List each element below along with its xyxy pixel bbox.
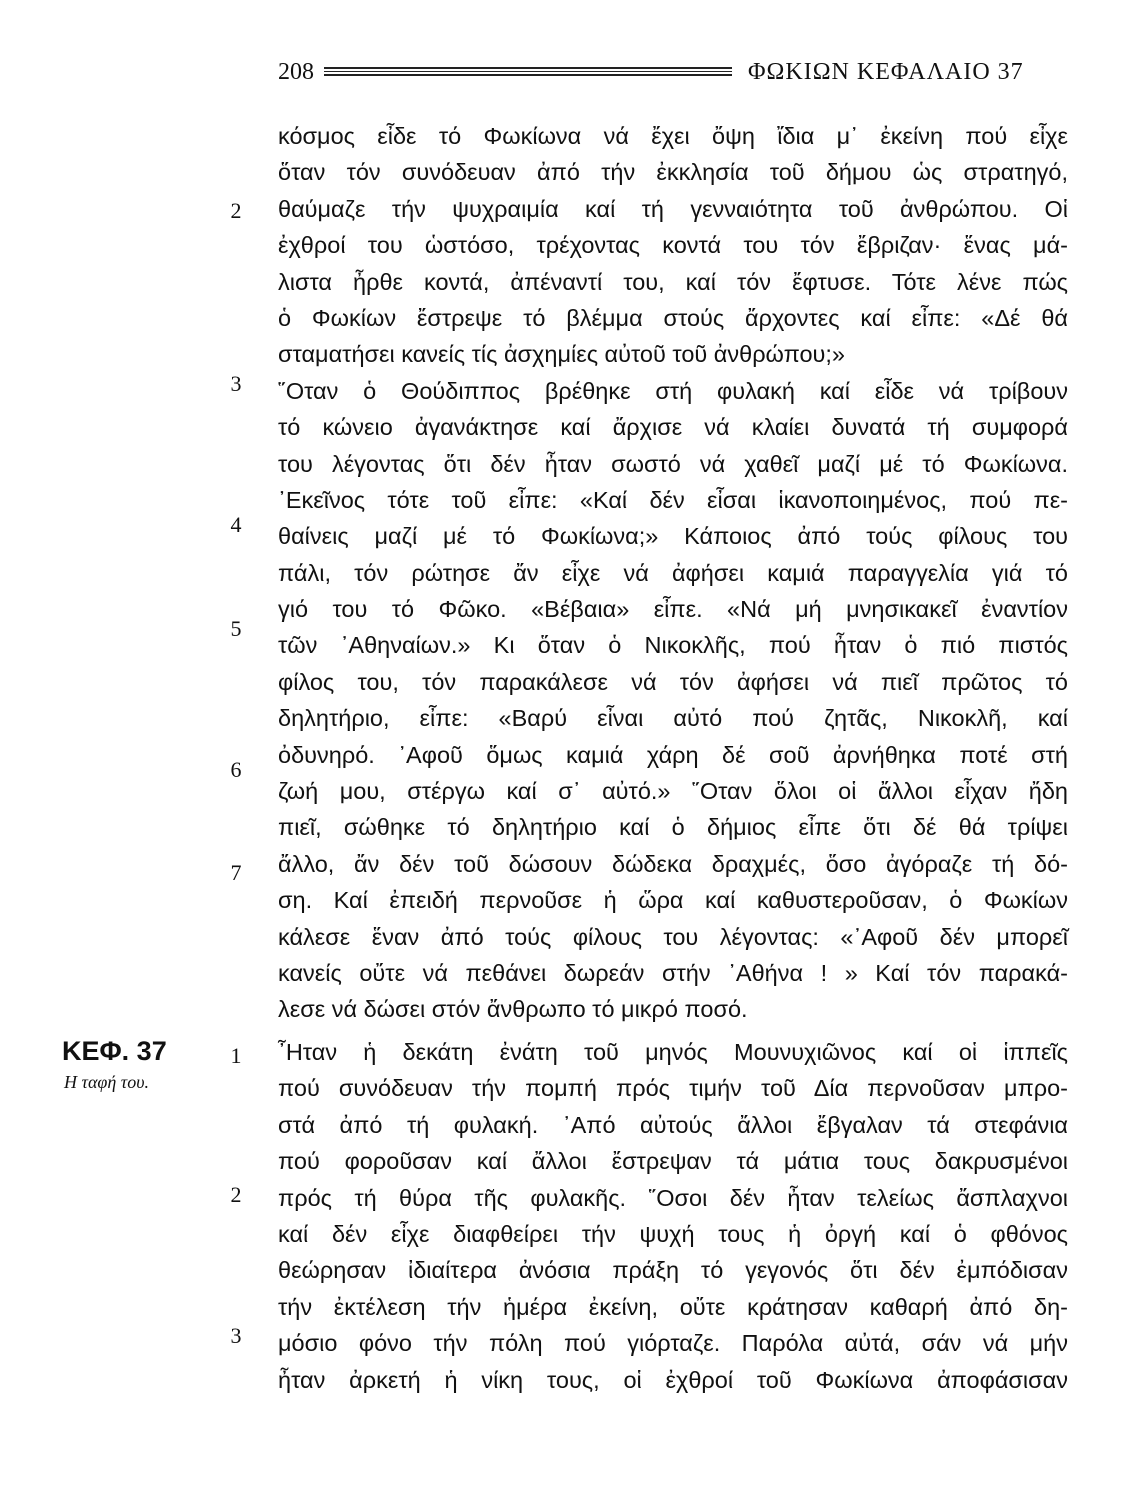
text-line: μόσιο φόνο τήν πόλη πού γιόρταζε. Παρόλα αὐτά, σάν νά μήν bbox=[278, 1330, 1068, 1357]
text-line: πού συνόδευαν τήν πομπή πρός τιμήν τοῦ Δία περνοῦσαν μπρο- bbox=[278, 1075, 1068, 1102]
paragraph-number: 2 bbox=[230, 198, 242, 223]
text-line: ζωή μου, στέργω καί σ᾽ αὐτό.» ῞Οταν ὅλοι οἱ ἄλλοι εἶχαν ἤδη bbox=[278, 778, 1068, 805]
text-line: τῶν ᾽Αθηναίων.» Κι ὅταν ὁ Νικοκλῆς, πού ἦταν ὁ πιό πιστός bbox=[278, 632, 1068, 659]
paragraph-number: 2 bbox=[230, 1182, 242, 1207]
text-line: στά ἀπό τή φυλακή. ᾽Από αὐτούς ἄλλοι ἔβγαλαν τά στεφάνια bbox=[278, 1111, 1068, 1138]
text-line: ὀδυνηρό. ᾽Αφοῦ ὅμως καμιά χάρη δέ σοῦ ἀρνήθηκα ποτέ στή bbox=[278, 741, 1068, 768]
text-line: δηλητήριο, εἶπε: «Βαρύ εἶναι αὐτό πού ζητᾶς, Νικοκλῆ, καί bbox=[278, 705, 1068, 732]
text-line: γιό του τό Φῶκο. «Βέβαια» εἶπε. «Νά μή μνησικακεῖ ἐναντίον bbox=[278, 596, 1068, 623]
page-number: 208 bbox=[278, 59, 314, 85]
text-line: ἐχθροί του ὡστόσο, τρέχοντας κοντά του τόν ἔβριζαν· ἕνας μά- bbox=[278, 232, 1068, 259]
text-line: ῏Ηταν ἡ δεκάτη ἐνάτη τοῦ μηνός Μουνυχιῶνος καί οἱ ἱππεῖς bbox=[278, 1039, 1068, 1065]
running-header bbox=[278, 55, 1078, 95]
paragraph-number: 5 bbox=[230, 616, 242, 641]
section-b-text bbox=[278, 1034, 1068, 1398]
text-line: φίλος του, τόν παρακάλεσε νά τόν ἀφήσει νά πιεῖ πρῶτος τό bbox=[278, 668, 1068, 695]
text-line: κανείς οὔτε νά πεθάνει δωρεάν στήν ᾽Αθήνα ! » Καί τόν παρακά- bbox=[278, 959, 1068, 986]
text-line: ση. Καί ἐπειδή περνοῦσε ἡ ὥρα καί καθυστεροῦσαν, ὁ Φωκίων bbox=[278, 887, 1068, 914]
text-line: κόσμος εἶδε τό Φωκίωνα νά ἔχει ὄψη ἴδια μ᾽ ἐκείνη πού εἶχε bbox=[278, 123, 1068, 149]
text-line: πρός τή θύρα τῆς φυλακῆς. ῞Οσοι δέν ἦταν τελείως ἄσπλαχνοι bbox=[278, 1184, 1068, 1211]
text-line: ῞Οταν ὁ Θούδιππος βρέθηκε στή φυλακή καί εἶδε νά τρίβουν bbox=[278, 377, 1068, 404]
text-line: λιστα ἦρθε κοντά, ἀπέναντί του, καί τόν ἔφτυσε. Τότε λένε πώς bbox=[278, 268, 1068, 295]
text-line: ἄλλο, ἄν δέν τοῦ δώσουν δώδεκα δραχμές, ὅσο ἀγόραζε τή δό- bbox=[278, 850, 1068, 877]
text-line: του λέγοντας ὅτι δέν ἦταν σωστό νά χαθεῖ μαζί μέ τό Φωκίωνα. bbox=[278, 450, 1068, 477]
text-line: θαίνεις μαζί μέ τό Φωκίωνα;» Κάποιος ἀπό τούς φίλους του bbox=[278, 523, 1068, 550]
text-line: πάλι, τόν ρώτησε ἄν εἶχε νά ἀφήσει καμιά παραγγελία γιά τό bbox=[278, 559, 1068, 586]
text-line: σταματήσει κανείς τίς ἀσχημίες αὐτοῦ τοῦ ἀνθρώπου;» bbox=[278, 341, 845, 368]
text-line: ὅταν τόν συνόδευαν ἀπό τήν ἐκκλησία τοῦ δήμου ὡς στρατηγό, bbox=[278, 159, 1068, 186]
chapter-label: ΚΕΦ. 37 bbox=[62, 1036, 167, 1066]
section-a-text bbox=[278, 118, 1068, 1028]
paragraph-number: 4 bbox=[230, 512, 242, 537]
text-line: λεσε νά δώσει στόν ἄνθρωπο τό μικρό ποσό. bbox=[278, 996, 748, 1023]
text-line: ᾽Εκεῖνος τότε τοῦ εἶπε: «Καί δέν εἶσαι ἱκανοποιημένος, πού πε- bbox=[278, 486, 1068, 513]
chapter-subtitle: Η ταφή του. bbox=[64, 1072, 149, 1092]
text-line: θαύμαζε τήν ψυχραιμία καί τή γενναιότητα τοῦ ἀνθρώπου. Οἱ bbox=[278, 195, 1068, 222]
paragraph-number: 3 bbox=[230, 1323, 242, 1348]
paragraph-number: 1 bbox=[230, 1043, 242, 1068]
paragraph-number: 7 bbox=[230, 860, 242, 885]
text-line: ἦταν ἀρκετή ἡ νίκη τους, οἱ ἐχθροί τοῦ Φωκίωνα ἀποφάσισαν bbox=[278, 1366, 1068, 1393]
text-line: πιεῖ, σώθηκε τό δηλητήριο καί ὁ δήμιος εἶπε ὅτι δέ θά τρίψει bbox=[278, 814, 1068, 841]
text-line: τό κώνειο ἀγανάκτησε καί ἄρχισε νά κλαίει δυνατά τή συμφορά bbox=[278, 414, 1068, 441]
paragraph-number: 3 bbox=[230, 371, 242, 396]
text-line: τήν ἐκτέλεση τήν ἡμέρα ἐκείνη, οὔτε κράτησαν καθαρή ἀπό δη- bbox=[278, 1293, 1068, 1320]
text-line: ὁ Φωκίων ἔστρεψε τό βλέμμα στούς ἄρχοντες καί εἶπε: «Δέ θά bbox=[278, 304, 1068, 331]
paragraph-number: 6 bbox=[230, 757, 242, 782]
header-rule bbox=[324, 67, 732, 76]
running-title: ΦΩΚΙΩΝ ΚΕΦΑΛΑΙΟ 37 bbox=[748, 59, 1024, 85]
text-line: θεώρησαν ἰδιαίτερα ἀνόσια πράξη τό γεγονός ὅτι δέν ἐμπόδισαν bbox=[278, 1257, 1068, 1284]
text-line: κάλεσε ἕναν ἀπό τούς φίλους του λέγοντας: «᾽Αφοῦ δέν μπορεῖ bbox=[278, 923, 1068, 950]
text-line: καί δέν εἶχε διαφθείρει τήν ψυχή τους ἡ ὀργή καί ὁ φθόνος bbox=[278, 1220, 1068, 1247]
text-line: πού φοροῦσαν καί ἄλλοι ἔστρεψαν τά μάτια τους δακρυσμένοι bbox=[278, 1148, 1068, 1175]
